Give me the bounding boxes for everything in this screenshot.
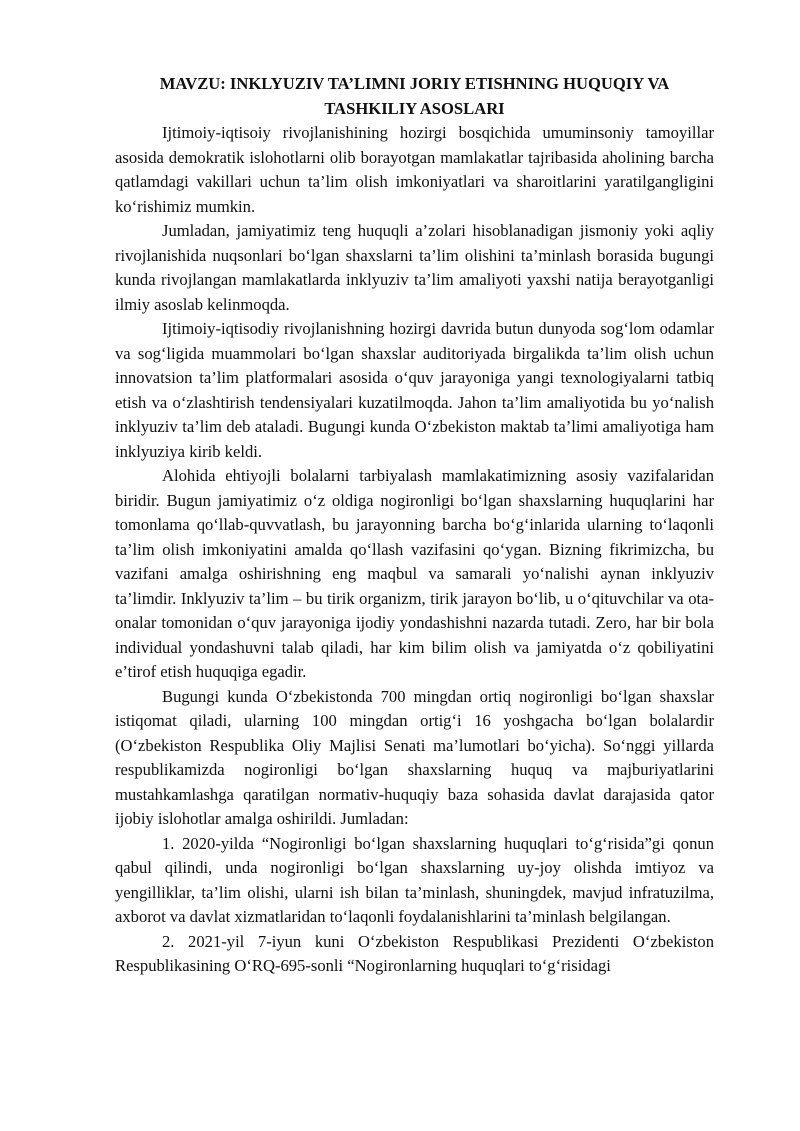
paragraph-3: Ijtimoiy-iqtisodiy rivojlanishning hozirgi davrida butun dunyoda sogʻlom odamlar va sogʻligida muammolari boʻlgan shaxslar auditoriyada birgalikda ta’lim olish uchun innovatsion ta’lim platformalari asosida oʻquv jarayoniga yangi texnologiyalarni tatbiq etish va oʻzlashtirish tendensiyalari kuzatilmoqda. Jahon ta’lim amaliyotida bu yoʻnalish inklyuziv ta’lim deb ataladi. Bugungi kunda Oʻzbekiston maktab ta’limi amaliyotiga ham inklyuziya kirib keldi. (115, 319, 714, 461)
list-item-2: 2. 2021-yil 7-iyun kuni Oʻzbekiston Respublikasi Prezidenti Oʻzbekiston Respublikasining OʻRQ-695-sonli “Nogironlarning huquqlari toʻgʻrisidagi (115, 931, 714, 975)
paragraph-2: Jumladan, jamiyatimiz teng huquqli a’zolari hisoblanadigan jismoniy yoki aqliy rivojlanishida nuqsonlari boʻlgan shaxslarni ta’lim olishini ta’minlash borasida bugungi kunda rivojlangan mamlakatlarda inklyuziv ta’lim amaliyoti yaxshi natija berayotganligi ilmiy asoslab kelinmoqda. (115, 221, 714, 314)
title-line-2: TASHKILIY ASOSLARI (324, 98, 505, 118)
paragraph-1: Ijtimoiy-iqtisoiy rivojlanishining hozirgi bosqichida umuminsoniy tamoyillar asosida demokratik islohotlarni olib borayotgan mamlakatlar tajribasida aholining barcha qatlamdagi vakillari uchun ta’lim olish imkoniyatlari va sharoitlarini yaratilgangligini koʻrishimiz mumkin. (115, 123, 714, 216)
document-title (115, 72, 714, 121)
paragraph-5: Bugungi kunda Oʻzbekistonda 700 mingdan ortiq nogironligi boʻlgan shaxslar istiqomat qiladi, ularning 100 mingdan ortigʻi 16 yoshgacha boʻlgan bolalardir (Oʻzbekiston Respublika Oliy Majlisi Senati ma’lumotlari boʻyicha). Soʻnggi yillarda respublikamizda nogironligi boʻlgan shaxslarning huquq va majburiyatlarini mustahkamlashga qaratilgan normativ-huquqiy baza sohasida davlat darajasida qator ijobiy islohotlar amalga oshirildi. Jumladan: (115, 686, 714, 828)
title-line-1: MAVZU: INKLYUZIV TA’LIMNI JORIY ETISHNING HUQUQIY VA (159, 74, 670, 93)
paragraph-4: Alohida ehtiyojli bolalarni tarbiyalash mamlakatimizning asosiy vazifalaridan biridir. Bugun jamiyatimiz oʻz oldiga nogironligi boʻlgan shaxslarning huquqlarini har tomonlama qoʻllab-quvvatlash, bu jarayonning barcha boʻgʻinlarida ularning toʻlaqonli ta’lim olish imkoniyatini amalda qoʻllash vazifasini qoʻygan. Bizning fikrimizcha, bu vazifani amalga oshirishning eng maqbul va samarali yoʻnalishi aynan inklyuziv ta’limdir. Inklyuziv ta’lim – bu tirik organizm, tirik jarayon boʻlib, u oʻqituvchilar va ota-onalar tomonidan oʻquv jarayoniga ijodiy yondashishni nazarda tutadi. Zero, har bir bola individual yondashuvni talab qiladi, har kim bilim olish va jamiyatda oʻz qobiliyatini e’tirof etish huquqiga egadir. (115, 466, 714, 681)
list-item-1: 1. 2020-yilda “Nogironligi boʻlgan shaxslarning huquqlari toʻgʻrisida”gi qonun qabul qilindi, unda nogironligi boʻlgan shaxslarning uy-joy olishda imtiyoz va yengilliklar, ta’lim olishi, ularni ish bilan ta’minlash, shuningdek, mavjud infratuzilma, axborot va davlat xizmatlaridan toʻlaqonli foydalanishlarini ta’minlash belgilangan. (115, 833, 714, 926)
